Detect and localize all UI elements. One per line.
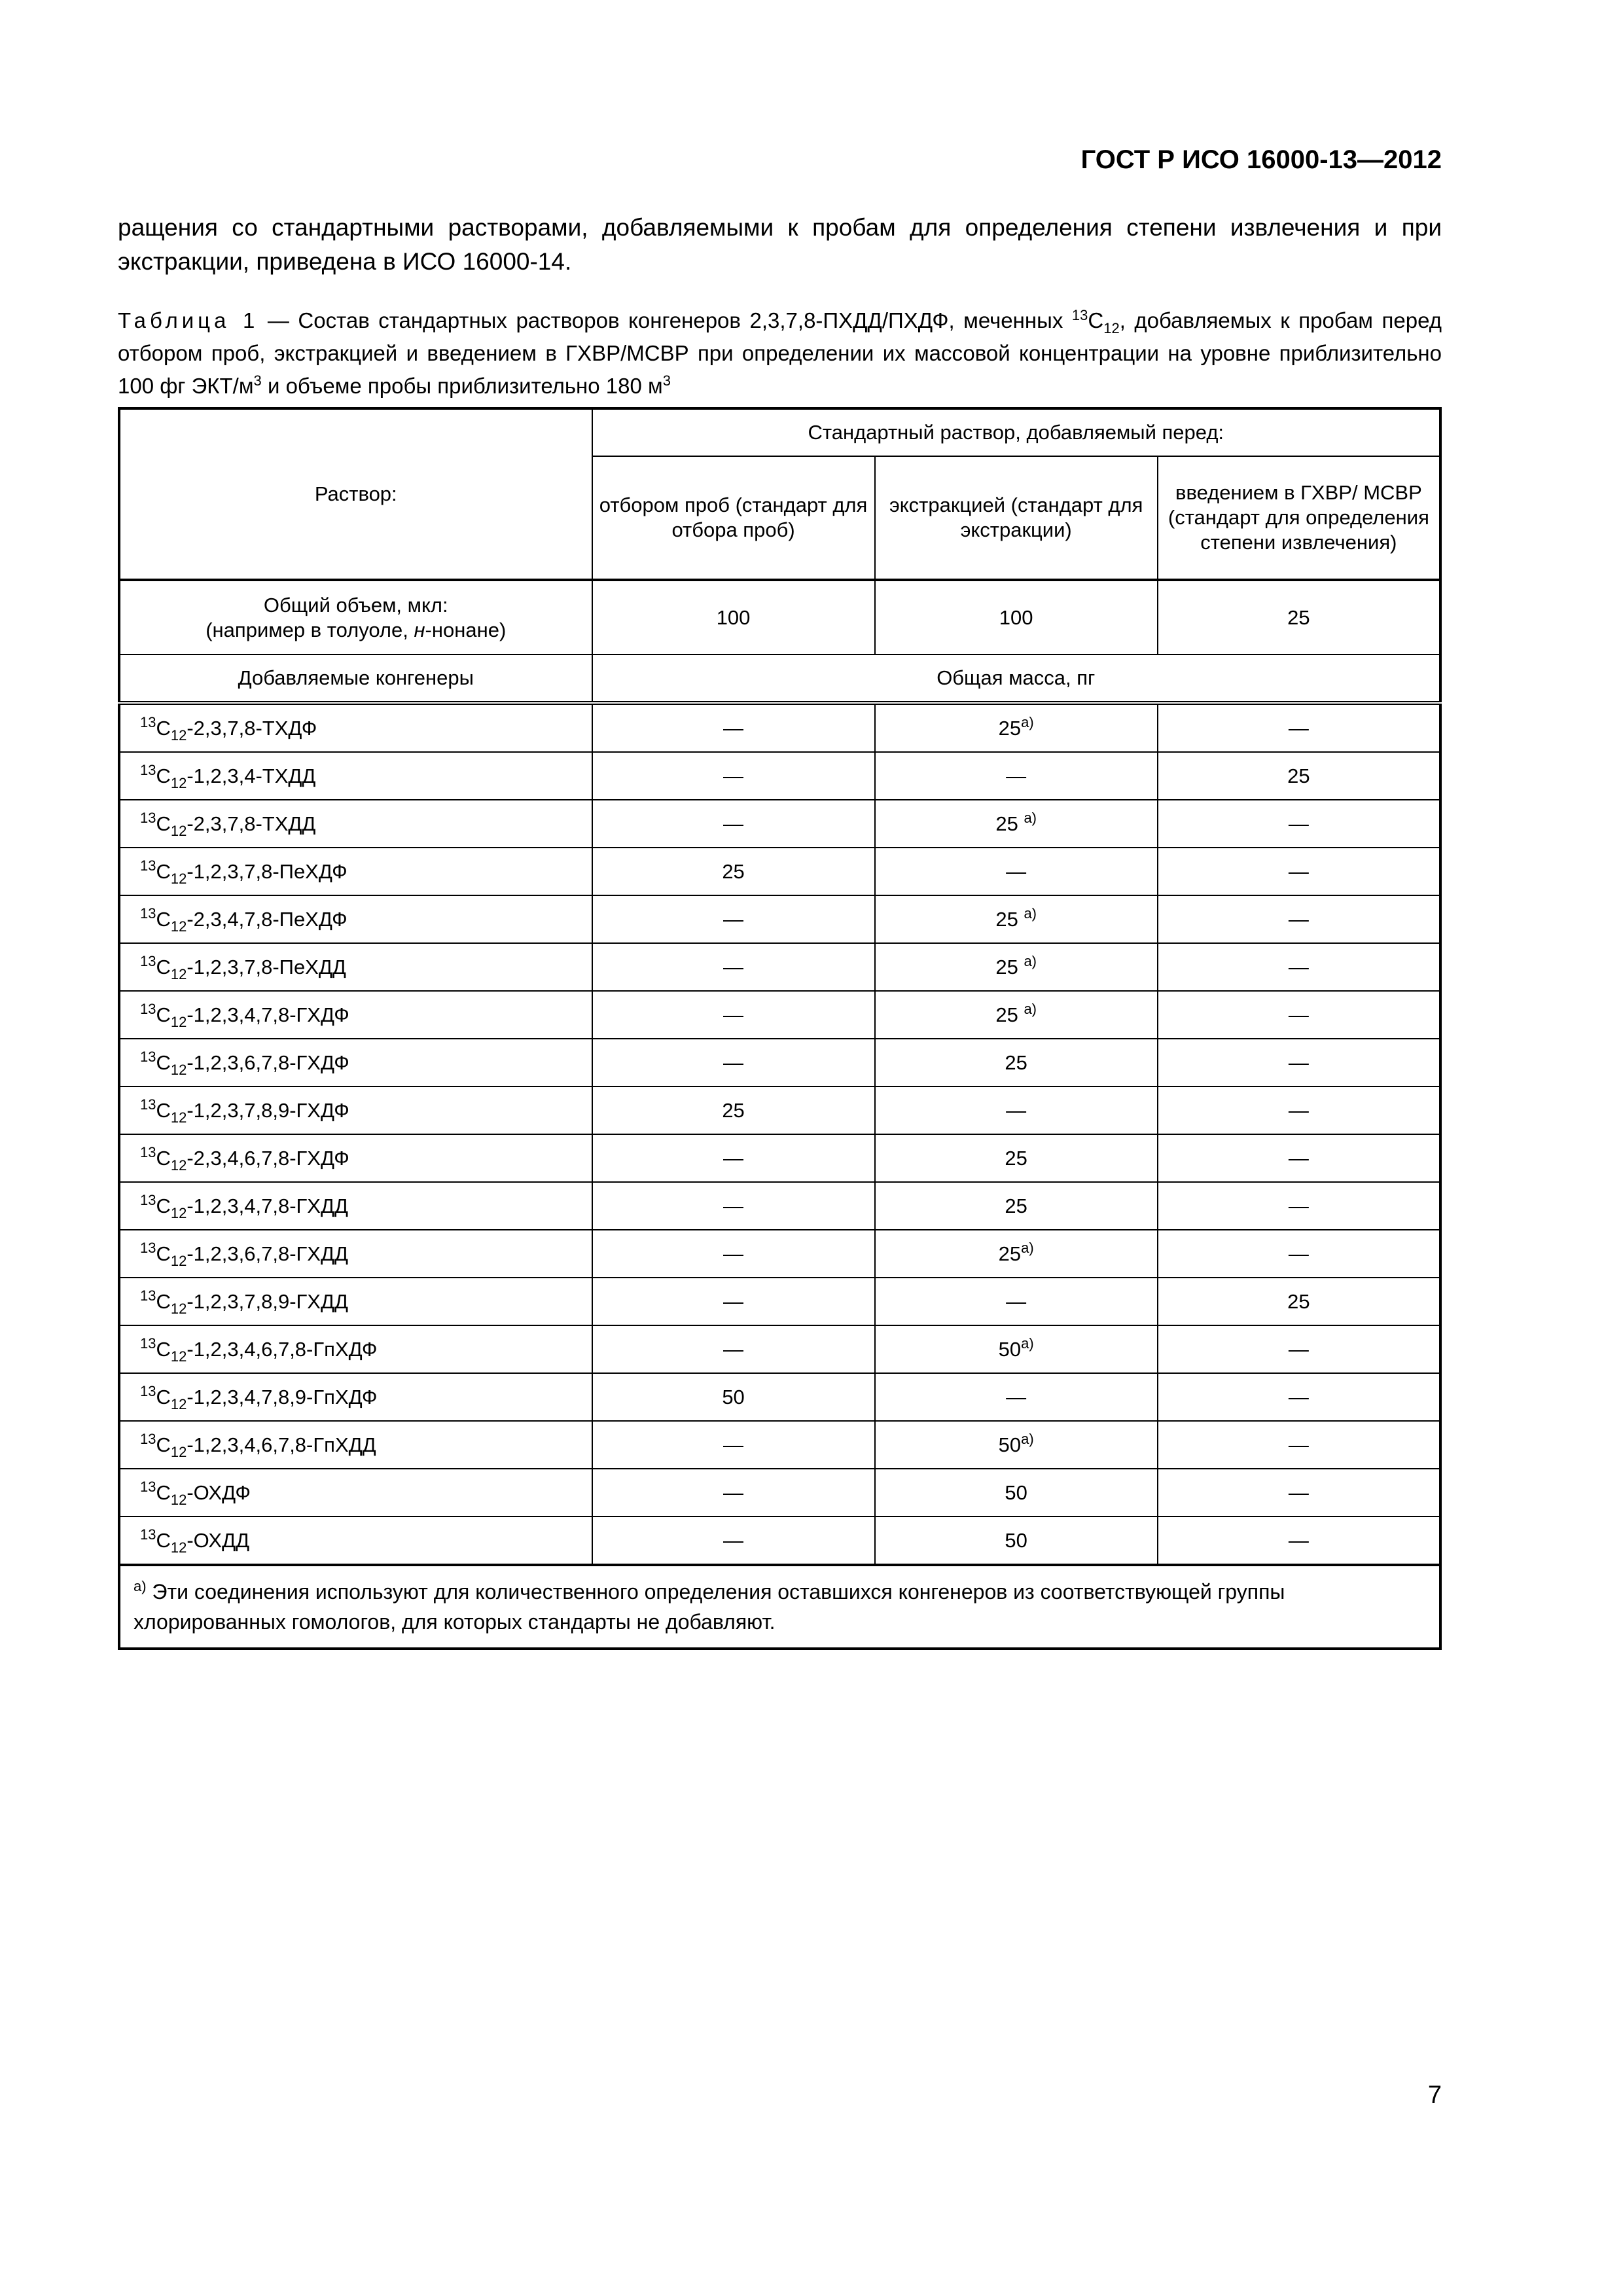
isotope-element: С [156, 1337, 171, 1361]
mass-cell [875, 1039, 1158, 1086]
mass-cell [875, 1086, 1158, 1134]
congener-name [119, 1373, 592, 1421]
table-row [119, 848, 1440, 895]
table-row [119, 943, 1440, 991]
isotope-count: 12 [170, 1252, 187, 1269]
isotope-element: С [156, 1289, 171, 1313]
mass-cell [875, 1182, 1158, 1230]
mass-value: 25 [998, 716, 1022, 740]
mass-value: 25 [995, 955, 1024, 978]
congener-label: -1,2,3,6,7,8-ГХДФ [187, 1050, 349, 1074]
mass-value: 25 [1005, 1146, 1027, 1170]
mass-value: 25 [722, 1098, 745, 1122]
isotope-mass: 13 [140, 1000, 156, 1017]
mass-cell [592, 1516, 875, 1565]
isotope-count: 12 [170, 774, 187, 791]
congener-name [119, 1182, 592, 1230]
isotope-mass: 13 [140, 1239, 156, 1256]
table-row [119, 1469, 1440, 1516]
mass-cell [1158, 991, 1440, 1039]
table-row [119, 1278, 1440, 1325]
mass-cell [1158, 848, 1440, 895]
congener-name [119, 1039, 592, 1086]
mass-cell [1158, 752, 1440, 800]
isotope-count: 12 [170, 1013, 187, 1030]
isotope-element: С [156, 1003, 171, 1026]
congener-name [119, 703, 592, 752]
congener-name [119, 1278, 592, 1325]
congener-label: -ОХДД [187, 1528, 250, 1552]
footnote-mark: а) [1021, 1430, 1034, 1447]
isotope-element: С [156, 1528, 171, 1552]
subheader-recovery: введением в ГХВР/ МСВР (стандарт для определения степени извлечения) [1158, 456, 1440, 580]
volume-label-italic: н [414, 618, 425, 641]
subheader-extraction: экстракцией (стандарт для экстракции) [875, 456, 1158, 580]
mass-cell [875, 991, 1158, 1039]
mass-cell [875, 1469, 1158, 1516]
mass-value: — [1288, 1337, 1309, 1361]
mass-value: — [723, 1003, 744, 1026]
table-row [119, 1516, 1440, 1565]
mass-cell [592, 1278, 875, 1325]
isotope-count: 12 [170, 1204, 187, 1221]
footnote-mark: а) [1024, 952, 1037, 969]
mass-cell [592, 1421, 875, 1469]
mass-value: — [1288, 1194, 1309, 1217]
isotope-mass: 13 [140, 713, 156, 730]
congener-label: -1,2,3,7,8-ПеХДД [187, 955, 346, 978]
congener-label: -1,2,3,4,7,8-ГХДД [187, 1194, 348, 1217]
congener-label: -ОХДФ [187, 1480, 251, 1504]
isotope-mass: 13 [140, 952, 156, 969]
isotope-mass: 13 [140, 1048, 156, 1065]
congener-label: -2,3,7,8-ТХДФ [187, 716, 317, 740]
congener-label: -1,2,3,4-ТХДД [187, 764, 316, 787]
mass-cell [1158, 1373, 1440, 1421]
volume-value: 25 [1158, 580, 1440, 655]
isotope-element: С [156, 1194, 171, 1217]
mass-cell [592, 943, 875, 991]
congener-label: -1,2,3,4,6,7,8-ГпХДД [187, 1433, 376, 1456]
table-caption [118, 304, 1442, 403]
mass-cell [875, 895, 1158, 943]
footnote-text: Эти соединения используют для количественного определения оставшихся конгенеров из соответствующей группы хлорированных гомологов, для которых стандарты не добавляют. [134, 1580, 1285, 1634]
mass-cell [1158, 1516, 1440, 1565]
caption-text: — Состав стандартных растворов конгенеров 2,3,7,8-ПХДД/ПХДФ, меченных [259, 308, 1072, 332]
table-row [119, 800, 1440, 848]
mass-value: — [723, 1050, 744, 1074]
mass-cell [1158, 1421, 1440, 1469]
congener-label: -1,2,3,4,7,8,9-ГпХДФ [187, 1385, 378, 1408]
mass-value: — [723, 907, 744, 931]
mass-value: — [1006, 764, 1027, 787]
congener-name [119, 1230, 592, 1278]
mass-value: 25 [1287, 1289, 1310, 1313]
mass-cell [592, 848, 875, 895]
caption-label: Таблица 1 [118, 308, 259, 332]
isotope-mass: 13 [140, 1096, 156, 1113]
mass-value: 25 [722, 859, 745, 883]
mass-value: — [723, 1242, 744, 1265]
mass-cell [1158, 1469, 1440, 1516]
isotope-element: С [156, 716, 171, 740]
mass-cell [592, 800, 875, 848]
mass-value: — [1288, 1146, 1309, 1170]
isotope-count: 12 [170, 1157, 187, 1174]
mass-value: — [1288, 812, 1309, 835]
congener-label: -2,3,4,7,8-ПеХДФ [187, 907, 348, 931]
isotope-count: 12 [170, 1348, 187, 1365]
table-row [119, 752, 1440, 800]
mass-value: — [723, 955, 744, 978]
mass-value: — [1006, 1385, 1027, 1408]
table-row [119, 991, 1440, 1039]
volume-value: 100 [875, 580, 1158, 655]
isotope-count: 12 [170, 1443, 187, 1460]
mass-value: — [723, 764, 744, 787]
mass-value: 50 [1005, 1528, 1027, 1552]
congener-label: -2,3,7,8-ТХДД [187, 812, 316, 835]
mass-cell [1158, 1325, 1440, 1373]
table-row [119, 1373, 1440, 1421]
standards-table [118, 407, 1442, 1650]
table-row [119, 895, 1440, 943]
mass-value: 25 [1005, 1194, 1027, 1217]
isotope-mass: 13 [140, 761, 156, 778]
mass-cell [875, 703, 1158, 752]
subheader-sampling: отбором проб (стандарт для отбора проб) [592, 456, 875, 580]
congener-label: -1,2,3,7,8-ПеХДФ [187, 859, 348, 883]
mass-value: 25 [998, 1242, 1022, 1265]
mass-value: — [1288, 1433, 1309, 1456]
table-row [119, 1230, 1440, 1278]
volume-value: 100 [592, 580, 875, 655]
footnote-row [119, 1565, 1440, 1649]
mass-value: 25 [995, 812, 1024, 835]
congener-label: -2,3,4,6,7,8-ГХДФ [187, 1146, 349, 1170]
mass-value: — [723, 1194, 744, 1217]
mass-value: — [723, 1146, 744, 1170]
mass-value: — [723, 1433, 744, 1456]
body-paragraph: ращения со стандартными растворами, добавляемыми к пробам для определения степени извлечения и при экстракции, приведена в ИСО 16000-14. [118, 214, 1442, 275]
mass-value: 25 [1005, 1050, 1027, 1074]
mass-cell [592, 1086, 875, 1134]
mass-value: 50 [722, 1385, 745, 1408]
caption-sup: 3 [253, 372, 262, 389]
volume-label-line2-end: -нонане) [425, 618, 507, 641]
mass-value: 50 [998, 1433, 1022, 1456]
mass-cell [592, 895, 875, 943]
mass-value: 25 [1287, 764, 1310, 787]
mass-cell [1158, 1039, 1440, 1086]
congeners-label: Добавляемые конгенеры [119, 655, 592, 703]
isotope-count: 12 [170, 822, 187, 839]
congener-name [119, 800, 592, 848]
mass-value: — [1288, 1385, 1309, 1408]
mass-value: — [1006, 1289, 1027, 1313]
isotope-count: 12 [170, 1539, 187, 1556]
mass-cell [1158, 943, 1440, 991]
congener-name [119, 1134, 592, 1182]
mass-cell [592, 1182, 875, 1230]
mass-value: — [1288, 1098, 1309, 1122]
mass-cell [875, 943, 1158, 991]
congener-label: -1,2,3,4,6,7,8-ГпХДФ [187, 1337, 378, 1361]
volume-row [119, 580, 1440, 655]
mass-value: — [1288, 716, 1309, 740]
mass-cell [1158, 1086, 1440, 1134]
mass-value: 25 [995, 907, 1024, 931]
table-row [119, 1039, 1440, 1086]
congener-label: -1,2,3,6,7,8-ГХДД [187, 1242, 348, 1265]
mass-cell [1158, 1182, 1440, 1230]
footnote-mark: а) [1024, 1000, 1037, 1017]
group-header: Стандартный раствор, добавляемый перед: [592, 408, 1440, 456]
footnote-mark: а) [1024, 809, 1037, 826]
caption-isotope-sup: 13 [1071, 307, 1088, 323]
mass-cell [1158, 1278, 1440, 1325]
isotope-mass: 13 [140, 1287, 156, 1304]
mass-cell [592, 752, 875, 800]
table-row [119, 1086, 1440, 1134]
mass-cell [592, 1373, 875, 1421]
congener-name [119, 1421, 592, 1469]
mass-cell [875, 1134, 1158, 1182]
mass-value: 50 [1005, 1480, 1027, 1504]
mass-cell [875, 1278, 1158, 1325]
congener-name [119, 943, 592, 991]
isotope-count: 12 [170, 1395, 187, 1412]
isotope-count: 12 [170, 1109, 187, 1126]
header-row [119, 408, 1440, 456]
mass-value: — [723, 1289, 744, 1313]
mass-cell [875, 1373, 1158, 1421]
congener-name [119, 1516, 592, 1565]
isotope-count: 12 [170, 1061, 187, 1078]
isotope-mass: 13 [140, 1478, 156, 1495]
mass-cell [875, 1516, 1158, 1565]
mass-value: — [1288, 907, 1309, 931]
congener-label: -1,2,3,4,7,8-ГХДФ [187, 1003, 349, 1026]
congener-label: -1,2,3,7,8,9-ГХДФ [187, 1098, 349, 1122]
mass-value: 25 [995, 1003, 1024, 1026]
isotope-mass: 13 [140, 1191, 156, 1208]
mass-cell [1158, 1134, 1440, 1182]
isotope-element: С [156, 812, 171, 835]
isotope-mass: 13 [140, 1382, 156, 1399]
isotope-mass: 13 [140, 809, 156, 826]
footnote-mark: а) [134, 1578, 147, 1594]
mass-cell [592, 991, 875, 1039]
footnote [119, 1565, 1440, 1649]
mass-cell [875, 848, 1158, 895]
mass-value: — [1288, 1480, 1309, 1504]
mass-value: — [723, 812, 744, 835]
volume-label [119, 580, 592, 655]
isotope-count: 12 [170, 1300, 187, 1317]
table-row [119, 1421, 1440, 1469]
mass-cell [592, 703, 875, 752]
footnote-mark: а) [1024, 905, 1037, 922]
isotope-mass: 13 [140, 1526, 156, 1543]
isotope-count: 12 [170, 965, 187, 982]
isotope-element: С [156, 859, 171, 883]
isotope-mass: 13 [140, 1335, 156, 1352]
page-number: 7 [1427, 2081, 1442, 2109]
document-code-header: ГОСТ Р ИСО 16000-13—2012 [1080, 145, 1442, 174]
mass-value: — [723, 1480, 744, 1504]
solution-header: Раствор: [119, 408, 592, 580]
isotope-count: 12 [170, 1491, 187, 1508]
mass-value: — [1288, 859, 1309, 883]
mass-value: — [1006, 1098, 1027, 1122]
mass-cell [875, 752, 1158, 800]
isotope-mass: 13 [140, 857, 156, 874]
isotope-element: С [156, 1098, 171, 1122]
mass-cell [1158, 895, 1440, 943]
mass-cell [1158, 800, 1440, 848]
mass-cell [592, 1325, 875, 1373]
mass-cell [592, 1134, 875, 1182]
congener-name [119, 848, 592, 895]
isotope-element: С [156, 1242, 171, 1265]
isotope-element: С [156, 955, 171, 978]
mass-value: — [723, 716, 744, 740]
isotope-count: 12 [170, 918, 187, 935]
mass-label: Общая масса, пг [592, 655, 1440, 703]
isotope-mass: 13 [140, 1430, 156, 1447]
isotope-element: С [156, 1480, 171, 1504]
isotope-element: С [156, 907, 171, 931]
mass-value: 50 [998, 1337, 1022, 1361]
congener-name [119, 895, 592, 943]
isotope-mass: 13 [140, 905, 156, 922]
congener-name [119, 991, 592, 1039]
table-row [119, 703, 1440, 752]
isotope-element: С [156, 1146, 171, 1170]
volume-label-line1: Общий объем, мкл: [263, 593, 448, 617]
mass-cell [1158, 703, 1440, 752]
caption-sup: 3 [662, 372, 671, 389]
congener-name [119, 1469, 592, 1516]
isotope-count: 12 [170, 726, 187, 744]
volume-label-line2: (например в толуоле, [205, 618, 414, 641]
table-row [119, 1134, 1440, 1182]
mass-cell [875, 1230, 1158, 1278]
congener-name [119, 1325, 592, 1373]
isotope-mass: 13 [140, 1143, 156, 1160]
congener-label: -1,2,3,7,8,9-ГХДД [187, 1289, 348, 1313]
footnote-mark: а) [1021, 1239, 1034, 1256]
mass-cell [592, 1039, 875, 1086]
congeners-header-row [119, 655, 1440, 703]
isotope-count: 12 [170, 870, 187, 887]
mass-value: — [1006, 859, 1027, 883]
footnote-mark: а) [1021, 713, 1034, 730]
congener-name [119, 1086, 592, 1134]
table-row [119, 1325, 1440, 1373]
mass-cell [875, 1421, 1158, 1469]
table-row [119, 1182, 1440, 1230]
mass-value: — [723, 1528, 744, 1552]
mass-cell [592, 1230, 875, 1278]
caption-text: , добавляемых к пробам перед отбором проб, экстракцией и введением в ГХВР/МСВР при определении их массовой концентрации на уровне приблизительно 100 фг ЭКТ/м [118, 308, 1442, 398]
mass-cell [875, 1325, 1158, 1373]
mass-value: — [1288, 1528, 1309, 1552]
mass-value: — [723, 1337, 744, 1361]
caption-isotope-sub: 12 [1103, 320, 1120, 336]
mass-value: — [1288, 1003, 1309, 1026]
caption-text: и объеме пробы приблизительно 180 м [261, 374, 663, 398]
mass-cell [875, 800, 1158, 848]
isotope-element: С [156, 1050, 171, 1074]
isotope-element: С [156, 764, 171, 787]
mass-value: — [1288, 955, 1309, 978]
caption-isotope-el: С [1088, 308, 1104, 332]
congener-name [119, 752, 592, 800]
isotope-element: С [156, 1433, 171, 1456]
isotope-element: С [156, 1385, 171, 1408]
mass-cell [1158, 1230, 1440, 1278]
footnote-mark: а) [1021, 1335, 1034, 1352]
mass-value: — [1288, 1050, 1309, 1074]
mass-value: — [1288, 1242, 1309, 1265]
mass-cell [592, 1469, 875, 1516]
